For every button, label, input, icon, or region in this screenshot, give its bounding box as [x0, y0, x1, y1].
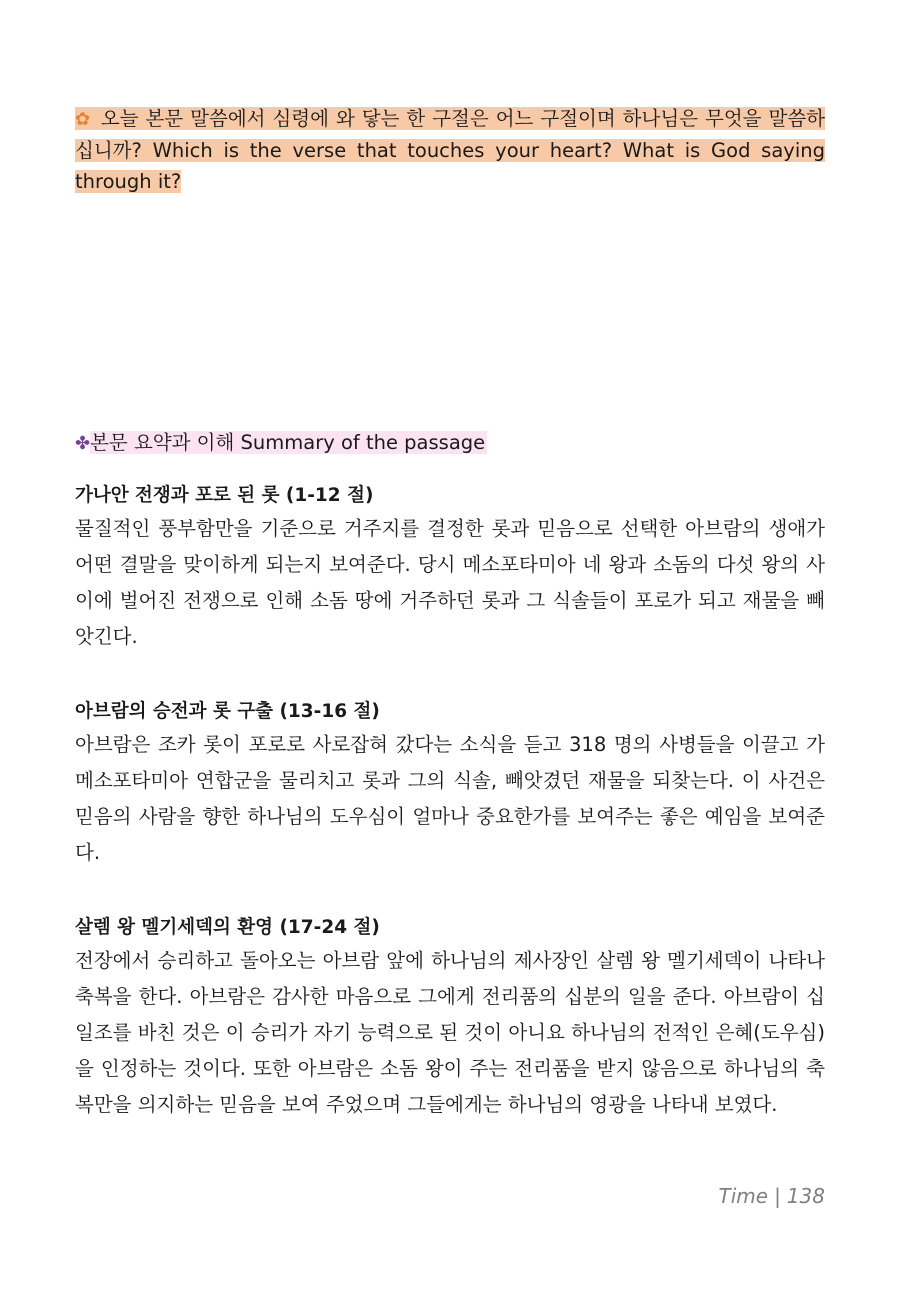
question-text: 오늘 본문 말씀에서 심령에 와 닿는 한 구절은 어느 구절이며 하나님은 무엇을 말씀하십니까? Which is the verse that touches your heart? What is God saying through it?: [75, 107, 825, 193]
footer-separator: |: [774, 1184, 781, 1208]
section-title: 살렘 왕 멜기세덱의 환영 (17-24 절): [75, 917, 380, 938]
section-body: 전장에서 승리하고 돌아오는 아브람 앞에 하나님의 제사장인 살렘 왕 멜기세덱이 나타나 축복을 한다. 아브람은 감사한 마음으로 그에게 전리품의 십분의 일을 준다. 아브람이 십일조를 바친 것은 이 승리가 자기 능력으로 된 것이 아니요 하나님의 전적인 은혜(도우심)을 인정하는 것이다. 또한 아브람은 소돔 왕이 주는 전리품을 받지 않음으로 하나님의 축복만을 의지하는 믿음을 보여 주었으며 그들에게는 하나님의 영광을 나타내 보였다.: [75, 949, 825, 1116]
section-title: 가나안 전쟁과 포로 된 롯 (1-12 절): [75, 485, 374, 506]
clover-icon: ✤: [75, 433, 91, 454]
page-number: 138: [786, 1184, 825, 1208]
section-title: 아브람의 승전과 롯 구출 (13-16 절): [75, 701, 380, 722]
footer-label: Time: [718, 1184, 769, 1208]
summary-heading-text: 본문 요약과 이해 Summary of the passage: [90, 431, 486, 454]
section-war-and-captivity: [75, 481, 825, 655]
section-body: 물질적인 풍부함만을 기준으로 거주지를 결정한 롯과 믿음으로 선택한 아브람의 생애가 어떤 결말을 맞이하게 되는지 보여준다. 당시 메소포타미아 네 왕과 소돔의 다섯 왕의 사이에 벌어진 전쟁으로 인해 소돔 땅에 거주하던 롯과 그 식솔들이 포로가 되고 재물을 빼앗긴다.: [75, 517, 825, 648]
reflection-question: [75, 103, 825, 197]
question-highlight: [75, 107, 825, 193]
page-footer: [719, 1181, 826, 1211]
summary-heading: [75, 428, 487, 459]
section-victory-and-rescue: [75, 697, 825, 871]
section-body: 아브람은 조카 롯이 포로로 사로잡혀 갔다는 소식을 듣고 318 명의 사병들을 이끌고 가 메소포타미아 연합군을 물리치고 롯과 그의 식솔, 빼앗겼던 재물을 되찾는다. 이 사건은 믿음의 사람을 향한 하나님의 도우심이 얼마나 중요한가를 보여주는 좋은 예임을 보여준다.: [75, 733, 825, 864]
flower-icon: ✿: [75, 109, 91, 130]
section-melchizedek-welcome: [75, 913, 825, 1123]
